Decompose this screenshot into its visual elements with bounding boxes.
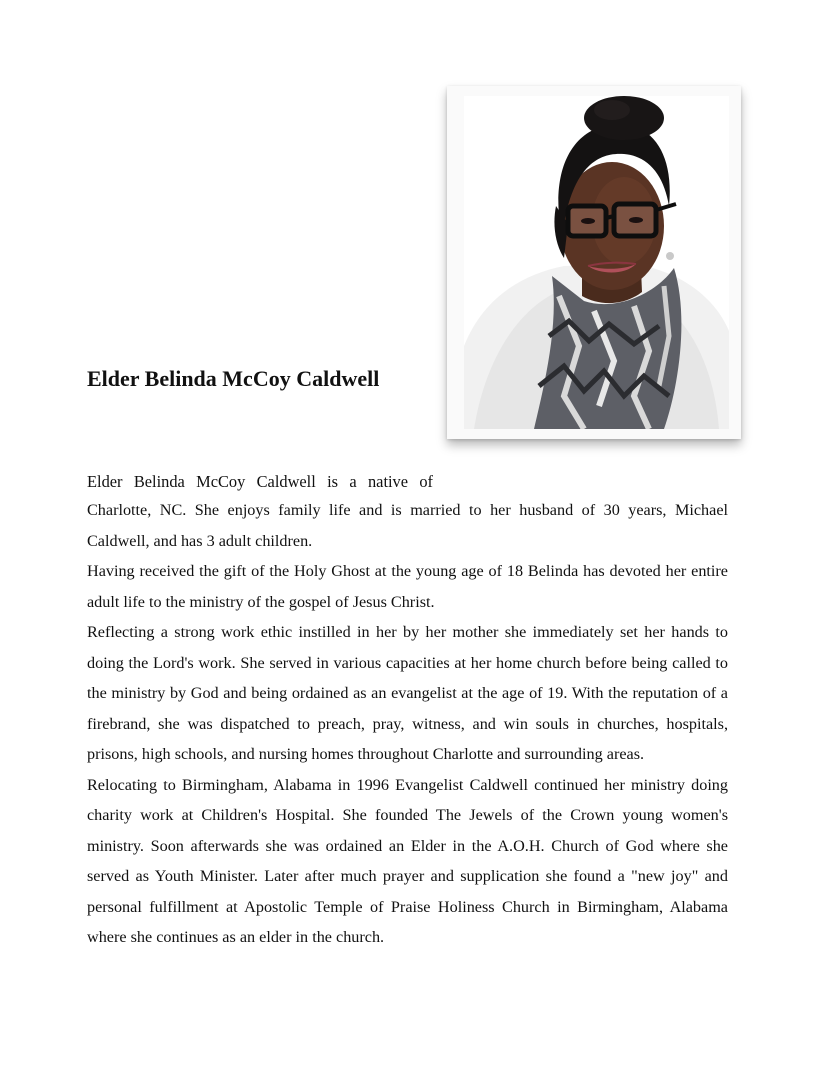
portrait-photo — [464, 96, 729, 429]
bio-paragraph-3: Reflecting a strong work ethic instilled in her by her mother she immediately set her hands to doing the Lord's work. She served in various capacities at her home church before being called to the ministry by God and being ordained as an evangelist at the age of 19. With the reputation of a firebrand, she was dispatched to preach, pray, witness, and win souls in churches, hospitals, prisons, high schools, and nursing homes throughout Charlotte and surrounding areas. — [87, 623, 728, 763]
bio-body — [87, 495, 728, 953]
bio-paragraph-2: Having received the gift of the Holy Ghost at the young age of 18 Belinda has devoted her entire adult life to the ministry of the gospel of Jesus Christ. — [87, 562, 728, 611]
bio-paragraph-1: Charlotte, NC. She enjoys family life and is married to her husband of 30 years, Michael Caldwell, and has 3 adult children. — [87, 501, 728, 550]
page-title: Elder Belinda McCoy Caldwell — [87, 366, 380, 391]
bio-first-line: Elder Belinda McCoy Caldwell is a native of — [87, 472, 433, 491]
portrait-illustration — [464, 96, 729, 429]
photo-frame — [447, 86, 741, 439]
bio-paragraph-4: Relocating to Birmingham, Alabama in 1996 Evangelist Caldwell continued her ministry doing charity work at Children's Hospital. She founded The Jewels of the Crown young women's ministry. Soon afterwards she was ordained an Elder in the A.O.H. Church of God where she served as Youth Minister. Later after much prayer and supplication she found a "new joy" and personal fulfillment at Apostolic Temple of Praise Holiness Church in Birmingham, Alabama where she continues as an elder in the church. — [87, 775, 728, 946]
